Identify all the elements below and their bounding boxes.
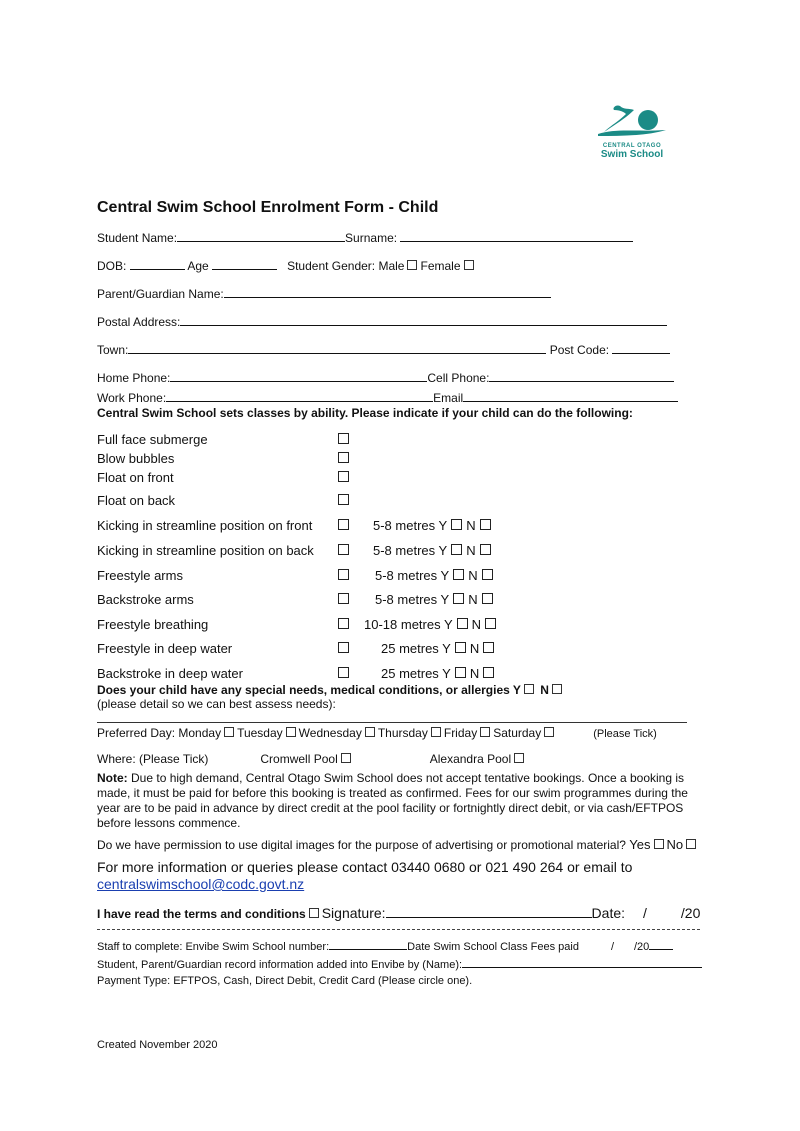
distance-no-checkbox[interactable]	[480, 544, 491, 555]
distance-yes-checkbox[interactable]	[457, 618, 468, 629]
distance-yes-checkbox[interactable]	[451, 544, 462, 555]
day-label: Tuesday	[237, 726, 283, 740]
distance-yes-checkbox[interactable]	[455, 667, 466, 678]
payment-type: Payment Type: EFTPOS, Cash, Direct Debit, Credit Card (Please circle one).	[97, 975, 473, 987]
skill-label: Float on back	[97, 493, 176, 508]
email-label: Email	[433, 391, 464, 405]
where-row	[97, 751, 527, 767]
work-phone-row	[97, 389, 678, 406]
cut-line-divider	[97, 929, 700, 930]
images-yes-checkbox[interactable]	[654, 839, 664, 849]
note-paragraph	[97, 771, 707, 831]
signature-label: Signature:	[321, 905, 386, 921]
distance-no-checkbox[interactable]	[483, 642, 494, 653]
age-field[interactable]	[212, 257, 277, 270]
distance-label: 5-8 metres Y	[373, 518, 448, 533]
distance-yes-checkbox[interactable]	[451, 519, 462, 530]
logo-line1: CENTRAL OTAGO	[602, 143, 662, 149]
post-code-label: Post Code:	[549, 343, 610, 357]
distance-label: 5-8 metres Y	[375, 592, 450, 607]
skill-checkbox[interactable]	[338, 493, 349, 509]
distance-no-label: N	[466, 543, 476, 558]
images-no-label: No	[666, 837, 684, 852]
record-name-field[interactable]	[462, 957, 702, 968]
skill-label: Backstroke arms	[97, 592, 194, 607]
student-name-label: Student Name:	[97, 231, 178, 245]
parent-row	[97, 285, 551, 302]
images-no-checkbox[interactable]	[686, 839, 696, 849]
skill-checkbox[interactable]	[338, 568, 349, 584]
fees-slash: /	[610, 941, 614, 953]
day-label: Friday	[443, 726, 478, 740]
day-checkbox[interactable]	[286, 727, 296, 737]
skill-checkbox[interactable]	[338, 641, 349, 657]
images-yes-label: Yes	[629, 837, 651, 852]
images-question: Do we have permission to use digital images for the purpose of advertising or promotional material?	[97, 838, 626, 852]
swim-school-logo	[596, 102, 668, 160]
form-title: Central Swim School Enrolment Form - Child	[97, 199, 439, 216]
home-phone-field[interactable]	[170, 369, 427, 382]
town-field[interactable]	[128, 341, 546, 354]
swimmer-icon	[596, 102, 668, 140]
preferred-day-row	[97, 725, 657, 742]
skill-distance	[373, 518, 495, 534]
postal-label: Postal Address:	[97, 315, 181, 329]
age-label: Age	[187, 259, 209, 273]
post-code-field[interactable]	[612, 341, 670, 354]
alexandra-pool-checkbox[interactable]	[514, 753, 524, 763]
distance-yes-checkbox[interactable]	[453, 569, 464, 580]
day-checkbox[interactable]	[431, 727, 441, 737]
distance-no-label: N	[469, 641, 480, 656]
home-phone-label: Home Phone:	[97, 371, 171, 385]
record-label: Student, Parent/Guardian record information added into Envibe by (Name):	[97, 959, 463, 971]
terms-checkbox[interactable]	[309, 908, 319, 918]
day-checkbox[interactable]	[480, 727, 490, 737]
skill-distance	[381, 641, 498, 657]
student-name-row	[97, 229, 633, 246]
ability-heading: Central Swim School sets classes by ability. Please indicate if your child can do the following:	[97, 406, 633, 420]
surname-label: Surname:	[345, 231, 398, 245]
cell-phone-label: Cell Phone:	[427, 371, 490, 385]
distance-label: 25 metres Y	[381, 641, 451, 656]
dob-row	[97, 257, 477, 274]
fees-paid-label: Date Swim School Class Fees paid	[407, 941, 579, 953]
fees-year: /20	[634, 941, 650, 953]
please-tick-label: (Please Tick)	[593, 728, 657, 740]
distance-yes-checkbox[interactable]	[455, 642, 466, 653]
work-phone-label: Work Phone:	[97, 391, 167, 405]
created-date: Created November 2020	[97, 1039, 218, 1051]
skill-checkbox[interactable]	[338, 592, 349, 608]
distance-no-label: N	[469, 666, 480, 681]
parent-field[interactable]	[224, 285, 551, 298]
distance-no-checkbox[interactable]	[482, 593, 493, 604]
distance-no-checkbox[interactable]	[483, 667, 494, 678]
skill-distance	[373, 543, 495, 559]
skill-checkbox[interactable]	[338, 432, 349, 448]
special-needs-text: Does your child have any special needs, medical conditions, or allergies Y	[97, 683, 521, 697]
skill-label: Backstroke in deep water	[97, 666, 243, 681]
day-label: Monday	[178, 726, 222, 740]
skill-checkbox[interactable]	[338, 543, 349, 559]
skill-checkbox[interactable]	[338, 470, 349, 486]
cell-phone-field[interactable]	[489, 369, 674, 382]
distance-no-label: N	[468, 592, 478, 607]
cromwell-pool-checkbox[interactable]	[341, 753, 351, 763]
terms-row	[97, 904, 700, 922]
distance-no-checkbox[interactable]	[480, 519, 491, 530]
where-label: Where: (Please Tick)	[97, 752, 209, 766]
skill-label: Freestyle breathing	[97, 617, 209, 632]
email-field[interactable]	[463, 389, 678, 402]
skill-checkbox[interactable]	[338, 666, 349, 682]
staff-number-row	[97, 939, 673, 955]
date-label: Date:	[591, 905, 626, 921]
skill-distance	[375, 568, 497, 584]
special-needs-field[interactable]	[97, 722, 687, 723]
dob-label: DOB:	[97, 259, 127, 273]
special-needs-detail: (please detail so we can best assess needs):	[97, 697, 336, 711]
special-needs-yes-checkbox[interactable]	[524, 684, 534, 694]
day-checkbox[interactable]	[365, 727, 375, 737]
skill-checkbox[interactable]	[338, 518, 349, 534]
day-checkbox[interactable]	[544, 727, 554, 737]
distance-label: 5-8 metres Y	[375, 568, 450, 583]
postal-field[interactable]	[180, 313, 667, 326]
dob-field[interactable]	[130, 257, 185, 270]
signature-field[interactable]	[386, 904, 592, 918]
skill-distance	[375, 592, 497, 608]
skill-label: Freestyle arms	[97, 568, 183, 583]
logo-line2: Swim School	[600, 149, 664, 160]
distance-no-label: N	[471, 617, 482, 632]
skill-checkbox[interactable]	[338, 451, 349, 467]
town-label: Town:	[97, 343, 129, 357]
staff-number-field[interactable]	[329, 939, 407, 950]
town-row	[97, 341, 670, 358]
home-phone-row	[97, 369, 674, 386]
skill-label: Float on front	[97, 470, 174, 485]
day-label: Wednesday	[298, 726, 362, 740]
contact-email-link[interactable]: centralswimschool@codc.govt.nz	[97, 876, 305, 892]
skill-distance	[381, 666, 498, 682]
date-year: /20	[680, 905, 701, 921]
surname-field[interactable]	[400, 229, 633, 242]
images-permission-row	[97, 837, 699, 853]
distance-yes-checkbox[interactable]	[453, 593, 464, 604]
date-slash: /	[643, 905, 647, 921]
distance-no-checkbox[interactable]	[485, 618, 496, 629]
distance-label: 5-8 metres Y	[373, 543, 448, 558]
staff-number-label: Staff to complete: Envibe Swim School number:	[97, 941, 330, 953]
skill-label: Blow bubbles	[97, 451, 175, 466]
special-needs-no-label: N	[540, 683, 549, 697]
skill-label: Full face submerge	[97, 432, 208, 447]
special-needs-no-checkbox[interactable]	[552, 684, 562, 694]
record-row	[97, 957, 702, 973]
postal-row	[97, 313, 667, 330]
fees-year-field[interactable]	[649, 939, 673, 950]
day-label: Saturday	[493, 726, 542, 740]
male-checkbox[interactable]	[407, 260, 417, 270]
distance-no-checkbox[interactable]	[482, 569, 493, 580]
note-text: Due to high demand, Central Otago Swim School does not accept tentative bookings. Once a booking is made, it must be paid for before this booking is treated as confirmed. Fees for our swim programmes during the year are to be paid in advance by direct credit at the pool facility or fortnightly direct debit, or via cash/EFTPOS before lessons commence.	[97, 771, 688, 830]
skill-label: Kicking in streamline position on front	[97, 518, 313, 533]
distance-label: 25 metres Y	[381, 666, 451, 681]
preferred-day-label: Preferred Day:	[97, 726, 176, 740]
distance-label: 10-18 metres Y	[364, 617, 453, 632]
skill-label: Kicking in streamline position on back	[97, 543, 314, 558]
female-label: Female	[420, 259, 461, 273]
gender-label: Student Gender: Male	[287, 259, 405, 273]
parent-label: Parent/Guardian Name:	[97, 287, 224, 301]
day-checkbox[interactable]	[224, 727, 234, 737]
terms-label: I have read the terms and conditions	[97, 907, 306, 921]
work-phone-field[interactable]	[166, 389, 433, 402]
student-name-field[interactable]	[177, 229, 345, 242]
distance-no-label: N	[468, 568, 478, 583]
day-label: Thursday	[377, 726, 428, 740]
skill-checkbox[interactable]	[338, 617, 349, 633]
female-checkbox[interactable]	[464, 260, 474, 270]
contact-text: For more information or queries please contact 03440 0680 or 021 490 264 or email to	[97, 859, 633, 875]
skill-label: Freestyle in deep water	[97, 641, 233, 656]
cromwell-pool-label: Cromwell Pool	[260, 752, 338, 766]
note-label: Note:	[97, 771, 128, 785]
skill-distance	[364, 617, 500, 633]
alexandra-pool-label: Alexandra Pool	[429, 752, 512, 766]
distance-no-label: N	[466, 518, 476, 533]
